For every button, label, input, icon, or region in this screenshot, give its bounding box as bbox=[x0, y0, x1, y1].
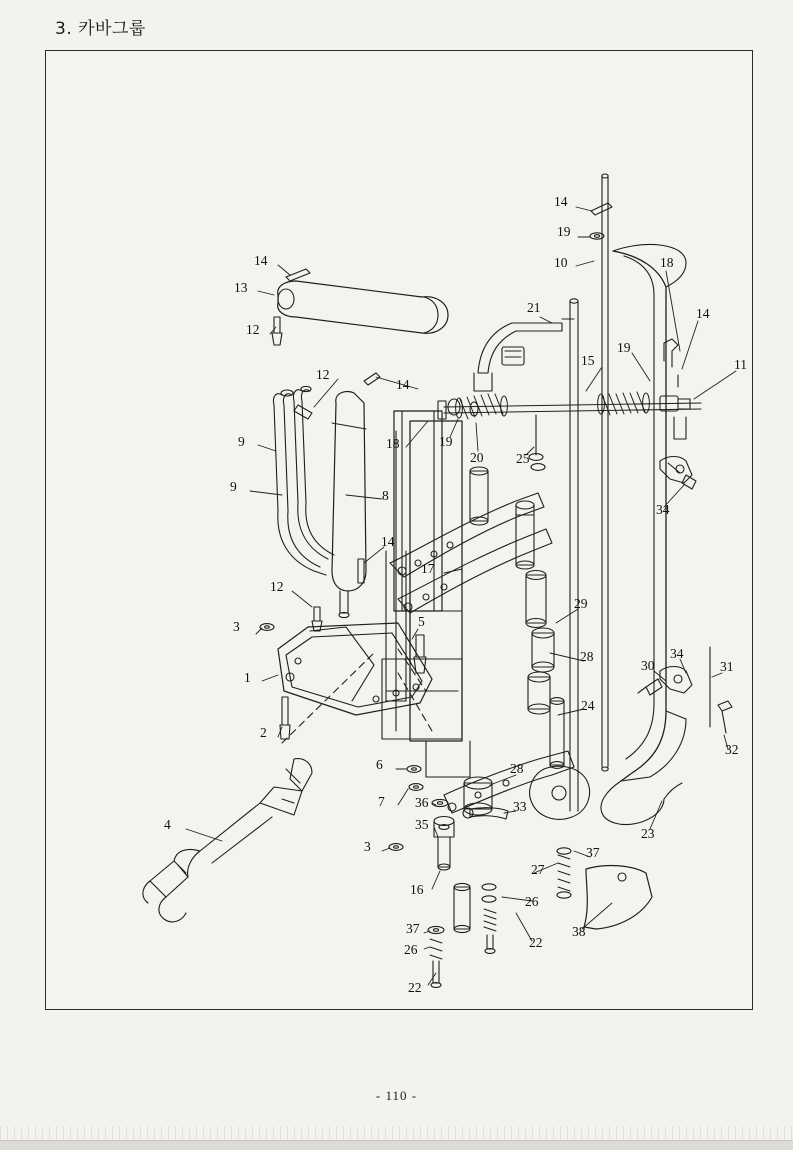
callout-6: 6 bbox=[376, 757, 383, 772]
callout-12-b: 12 bbox=[316, 367, 330, 382]
callout-14-c: 14 bbox=[396, 377, 410, 392]
callout-14: 14 bbox=[554, 194, 568, 209]
callout-25: 25 bbox=[516, 451, 530, 466]
callout-9: 9 bbox=[238, 434, 245, 449]
callout-15: 15 bbox=[581, 353, 595, 368]
callout-30: 30 bbox=[641, 658, 655, 673]
callout-9-lower: 9 bbox=[230, 479, 237, 494]
callout-12-c: 12 bbox=[270, 579, 284, 594]
callout-17: 17 bbox=[421, 561, 435, 576]
callout-14-d: 14 bbox=[696, 306, 710, 321]
callout-5: 5 bbox=[418, 614, 425, 629]
callout-11: 11 bbox=[734, 357, 747, 372]
callout-19-c: 19 bbox=[439, 434, 453, 449]
callout-32: 32 bbox=[725, 742, 739, 757]
callout-3-lower: 3 bbox=[364, 839, 371, 854]
page-number-footer: - 110 - bbox=[375, 1088, 418, 1103]
callout-14-b: 14 bbox=[254, 253, 268, 268]
callout-18-b: 18 bbox=[386, 436, 400, 451]
page-title: 3. 카바그룹 bbox=[55, 19, 146, 39]
callout-1: 1 bbox=[244, 670, 251, 685]
callout-12: 12 bbox=[246, 322, 260, 337]
cover-group-exploded-parts-diagram bbox=[45, 50, 753, 1010]
callout-10: 10 bbox=[554, 255, 568, 270]
callout-23: 23 bbox=[641, 826, 655, 841]
callout-26: 26 bbox=[525, 894, 539, 909]
scan-artifact-bottom-band bbox=[0, 1140, 793, 1150]
callout-21: 21 bbox=[527, 300, 541, 315]
callout-35: 35 bbox=[415, 817, 429, 832]
callout-7: 7 bbox=[378, 794, 385, 809]
callout-37: 37 bbox=[586, 845, 600, 860]
callout-38: 38 bbox=[572, 924, 586, 939]
callout-29: 29 bbox=[574, 596, 588, 611]
callout-2: 2 bbox=[260, 725, 267, 740]
callout-28-b: 28 bbox=[510, 761, 524, 776]
callout-31: 31 bbox=[720, 659, 734, 674]
callout-26-b: 26 bbox=[404, 942, 418, 957]
callout-16: 16 bbox=[410, 882, 424, 897]
callout-24: 24 bbox=[581, 698, 595, 713]
callout-8: 8 bbox=[382, 488, 389, 503]
callout-4: 4 bbox=[164, 817, 171, 832]
callout-22-b: 22 bbox=[408, 980, 422, 995]
callout-19-b: 19 bbox=[617, 340, 631, 355]
callout-34: 34 bbox=[656, 502, 670, 517]
callout-3: 3 bbox=[233, 619, 240, 634]
callout-33: 33 bbox=[513, 799, 527, 814]
callout-27: 27 bbox=[531, 862, 545, 877]
callout-37-b: 37 bbox=[406, 921, 420, 936]
callout-13: 13 bbox=[234, 280, 248, 295]
callout-14-e: 14 bbox=[381, 534, 395, 549]
callout-28: 28 bbox=[580, 649, 594, 664]
callout-18: 18 bbox=[660, 255, 674, 270]
callout-36: 36 bbox=[415, 795, 429, 810]
callout-19: 19 bbox=[557, 224, 571, 239]
diagram-artwork bbox=[46, 51, 752, 1009]
callout-20: 20 bbox=[470, 450, 484, 465]
callout-34-b: 34 bbox=[670, 646, 684, 661]
callout-22: 22 bbox=[529, 935, 543, 950]
